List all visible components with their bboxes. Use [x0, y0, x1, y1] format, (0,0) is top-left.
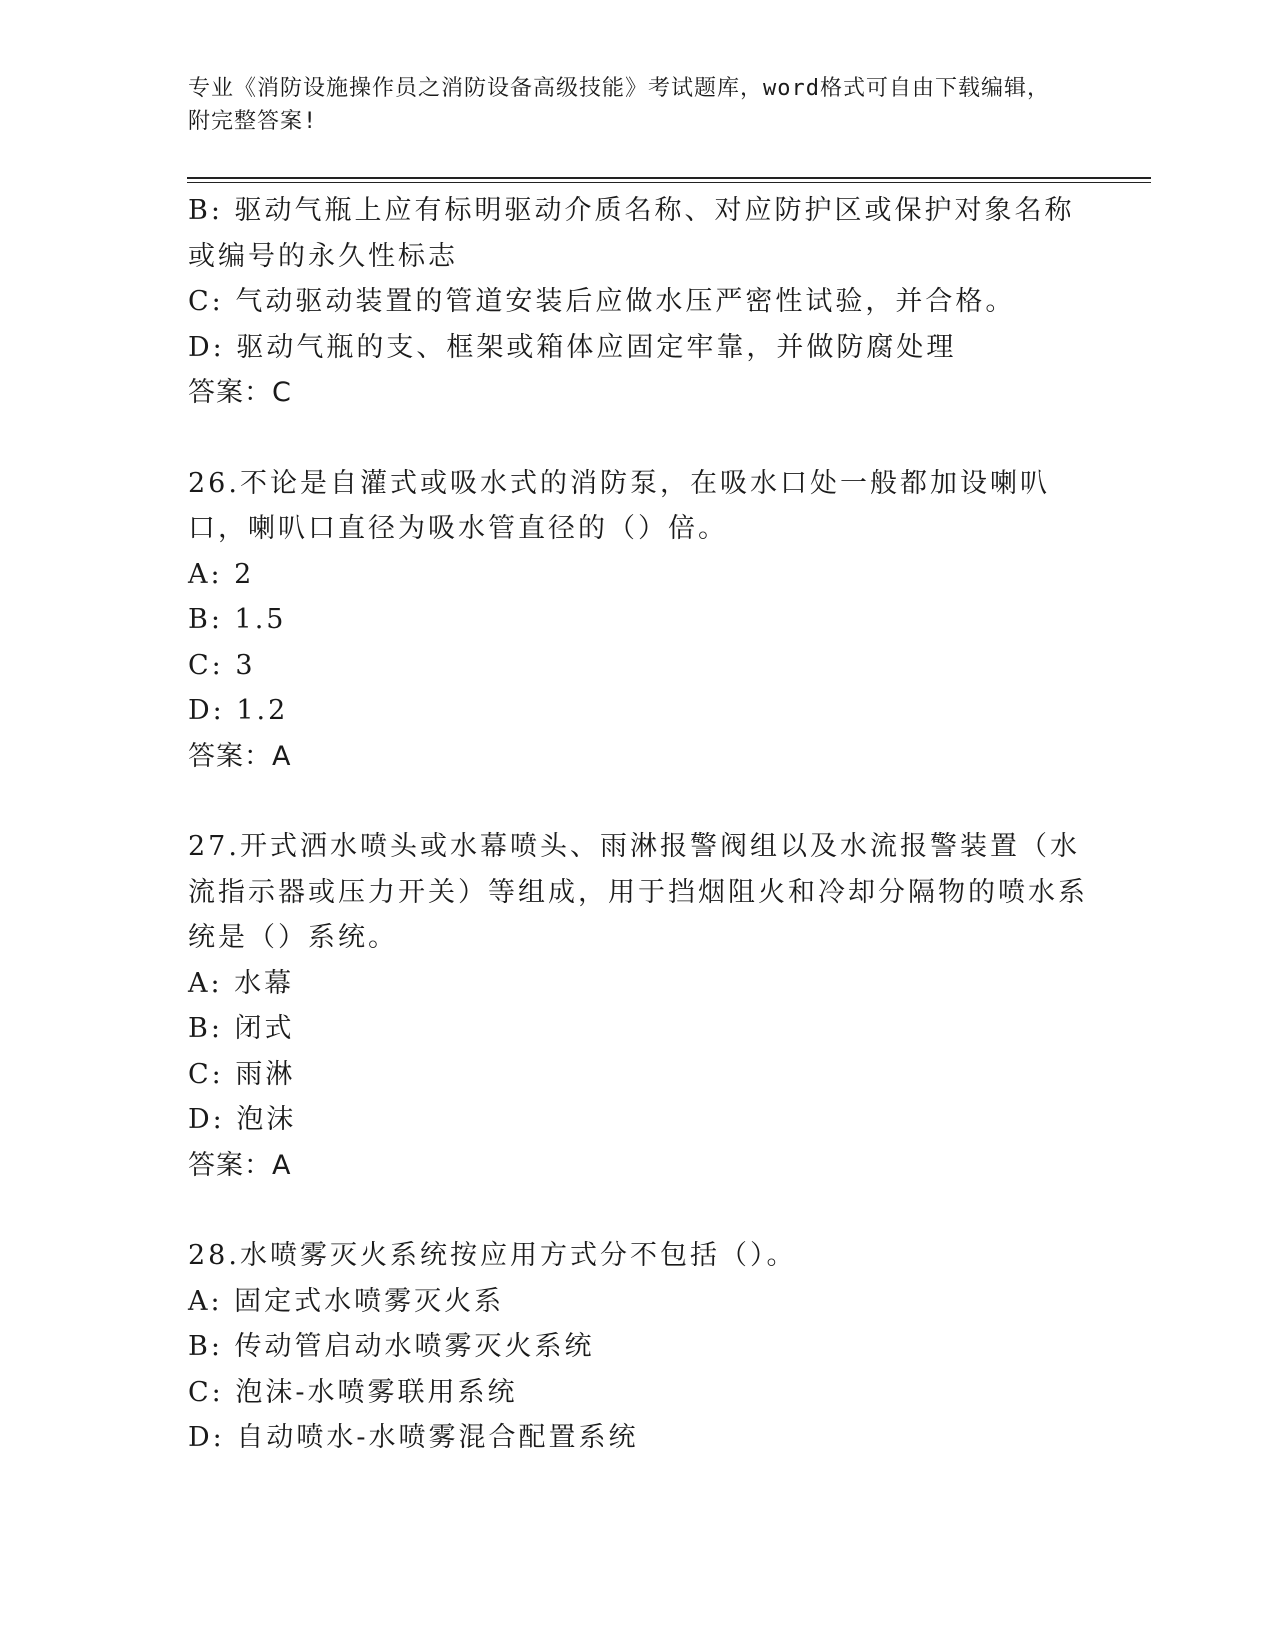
option-c: C: 3: [188, 649, 256, 681]
spacer: [188, 779, 1088, 824]
question-stem: 28.水喷雾灭火系统按应用方式分不包括（）。: [188, 1240, 797, 1271]
page-header: 专业《消防设施操作员之消防设备高级技能》考试题库，word格式可自由下载编辑，附完整答案!: [188, 76, 1050, 134]
question-stem: 27.开式洒水喷头或水幕喷头、雨淋报警阀组以及水流报警装置（水流指示器或压力开关）等组成，用于挡烟阻火和冷却分隔物的喷水系统是（）系统。: [188, 831, 1088, 953]
option-c: C: 雨淋: [188, 1058, 296, 1090]
header-divider: [187, 177, 1151, 183]
option-d: D: 泡沫: [188, 1104, 297, 1135]
question-list: [188, 188, 1088, 1461]
spacer: [188, 1188, 1088, 1233]
option-a: A: 水幕: [188, 967, 295, 999]
option-b: B: 1.5: [188, 604, 287, 635]
option-b: B: 驱动气瓶上应有标明驱动介质名称、对应防护区或保护对象名称或编号的永久性标志: [188, 195, 1075, 272]
answer: 答案：C: [188, 377, 292, 408]
option-d: D: 自动喷水-水喷雾混合配置系统: [188, 1422, 639, 1453]
option-b: B: 闭式: [188, 1013, 295, 1044]
option-b: B: 传动管启动水喷雾灭火系统: [188, 1331, 595, 1362]
question-28: [188, 1233, 1088, 1461]
answer: 答案：A: [188, 740, 292, 772]
option-c: C: 气动驱动装置的管道安装后应做水压严密性试验，并合格。: [188, 286, 1016, 317]
question-27: [188, 824, 1088, 1188]
question-25-tail: [188, 188, 1088, 416]
spacer: [188, 416, 1088, 461]
option-a: A: 固定式水喷雾灭火系: [188, 1285, 505, 1317]
answer: 答案：A: [188, 1149, 292, 1181]
question-26: [188, 461, 1088, 780]
option-a: A: 2: [188, 558, 255, 590]
option-d: D: 驱动气瓶的支、框架或箱体应固定牢靠，并做防腐处理: [188, 331, 957, 363]
option-d: D: 1.2: [188, 695, 289, 726]
option-c: C: 泡沫-水喷雾联用系统: [188, 1376, 518, 1408]
question-stem: 26.不论是自灌式或吸水式的消防泵，在吸水口处一般都加设喇叭口，喇叭口直径为吸水管直径的（）倍。: [188, 467, 1050, 544]
